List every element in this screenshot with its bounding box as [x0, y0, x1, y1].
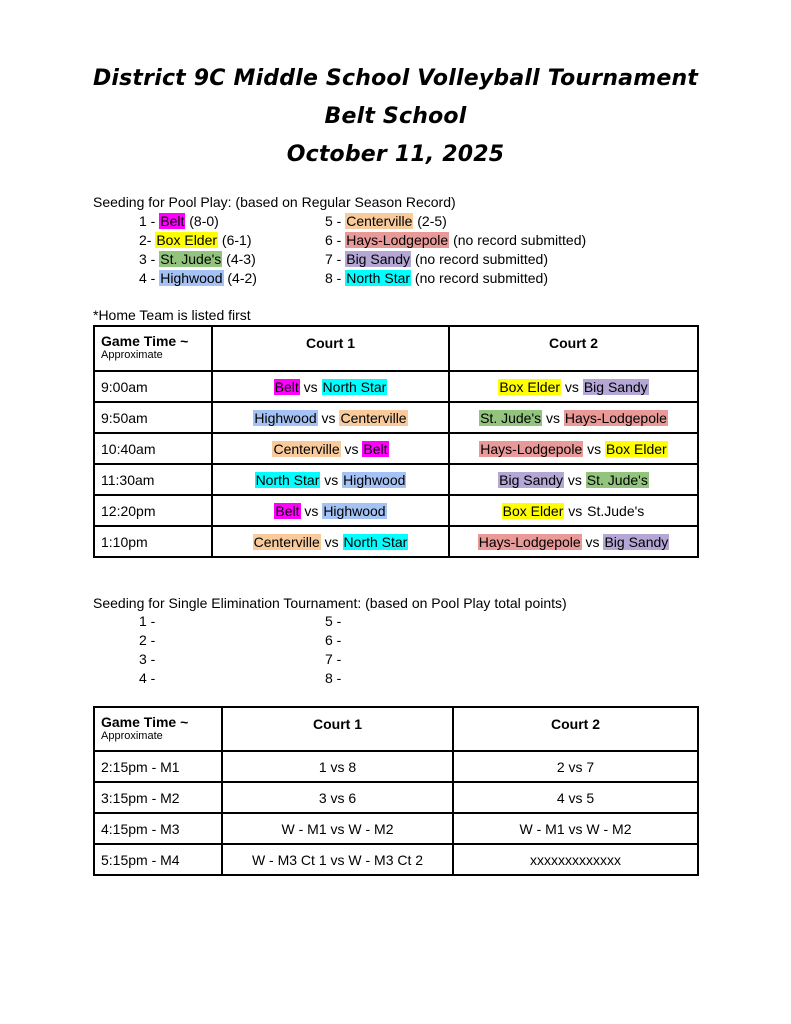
seed-row	[139, 232, 252, 248]
table-row	[94, 464, 698, 495]
vs-label: vs	[320, 533, 343, 550]
seed-row	[139, 213, 219, 229]
elim-seed-row: 2 -	[139, 632, 156, 648]
team-highlight: Centerville	[273, 440, 340, 457]
team-highlight: Hays-Lodgepole	[478, 533, 581, 550]
team-highlight: Big Sandy	[499, 471, 563, 488]
team-highlight: Centerville	[340, 409, 407, 426]
table-row	[94, 526, 698, 557]
elim-col-time	[94, 707, 222, 751]
game-time: 5:15pm - M4	[94, 844, 222, 875]
seed-number: 3 -	[139, 251, 160, 267]
team-highlight: North Star	[255, 471, 320, 488]
team-highlight: North Star	[322, 378, 387, 395]
vs-label: vs	[564, 502, 587, 519]
seed-number: 6 -	[325, 232, 346, 248]
court2-matchup	[449, 526, 698, 557]
seed-number: 7 -	[325, 251, 346, 267]
court1-matchup	[212, 433, 449, 464]
pool-col-time-label: Game Time ~	[101, 333, 189, 349]
court1-matchup	[212, 495, 449, 526]
vs-label: vs	[299, 378, 322, 395]
seed-record: (4-2)	[223, 270, 257, 286]
court1-matchup	[212, 526, 449, 557]
seed-number: 1 -	[139, 213, 160, 229]
vs-label: vs	[583, 440, 606, 457]
vs-label: vs	[300, 502, 323, 519]
seed-number: 5 -	[325, 213, 346, 229]
elim-seed-row: 8 -	[325, 670, 342, 686]
vs-label: vs	[561, 378, 583, 395]
seed-record: (no record submitted)	[449, 232, 587, 248]
vs-label: vs	[564, 471, 586, 488]
game-time: 11:30am	[94, 464, 212, 495]
seed-row	[325, 270, 548, 286]
title-line2: Belt School	[324, 104, 467, 129]
seed-record: (8-0)	[185, 213, 219, 229]
team-highlight: St. Jude's	[586, 471, 648, 488]
seed-row	[139, 251, 256, 267]
pool-col-time-sub: Approximate	[101, 349, 163, 361]
table-row	[94, 813, 698, 844]
table-row	[94, 844, 698, 875]
court1-matchup: W - M1 vs W - M2	[222, 813, 453, 844]
vs-label: vs	[542, 409, 564, 426]
seed-row	[325, 213, 447, 229]
court1-matchup: 1 vs 8	[222, 751, 453, 782]
game-time: 2:15pm - M1	[94, 751, 222, 782]
seed-record: (4-3)	[222, 251, 256, 267]
team-highlight: Box Elder	[606, 440, 667, 457]
team-highlight: Highwood	[160, 270, 223, 286]
vs-label: vs	[320, 471, 343, 488]
court1-matchup: 3 vs 6	[222, 782, 453, 813]
team-highlight: Box Elder	[502, 502, 564, 519]
title-line3: October 11, 2025	[286, 142, 505, 167]
table-row	[94, 402, 698, 433]
elim-seed-row: 3 -	[139, 651, 156, 667]
team-highlight: Box Elder	[156, 232, 218, 248]
table-row	[94, 751, 698, 782]
team-highlight: Big Sandy	[583, 378, 648, 395]
team-highlight: Centerville	[346, 213, 413, 229]
elim-col-court2: Court 2	[453, 707, 698, 751]
court2-matchup	[449, 433, 698, 464]
seed-row	[325, 232, 586, 248]
pool-col-court1: Court 1	[212, 326, 449, 371]
table-row	[94, 371, 698, 402]
vs-label: vs	[340, 440, 363, 457]
game-time: 3:15pm - M2	[94, 782, 222, 813]
team-highlight: Hays-Lodgepole	[346, 232, 449, 248]
team-highlight: North Star	[346, 270, 411, 286]
home-team-note: *Home Team is listed first	[93, 307, 251, 323]
team-highlight: St. Jude's	[480, 409, 542, 426]
court1-matchup	[212, 464, 449, 495]
team-highlight: Highwood	[343, 471, 406, 488]
team-highlight: Highwood	[323, 502, 386, 519]
seed-record: (2-5)	[413, 213, 447, 229]
court2-matchup: W - M1 vs W - M2	[453, 813, 698, 844]
court2-matchup	[449, 371, 698, 402]
court2-matchup	[449, 495, 698, 526]
seed-record: (6-1)	[218, 232, 252, 248]
team-highlight: Belt	[363, 440, 388, 457]
seed-number: 8 -	[325, 270, 346, 286]
court1-matchup: W - M3 Ct 1 vs W - M3 Ct 2	[222, 844, 453, 875]
elim-col-court1: Court 1	[222, 707, 453, 751]
court2-matchup	[449, 464, 698, 495]
seed-record: (no record submitted)	[411, 251, 549, 267]
court2-matchup: xxxxxxxxxxxxx	[453, 844, 698, 875]
elim-seed-row: 1 -	[139, 613, 156, 629]
table-row	[94, 782, 698, 813]
seed-number: 4 -	[139, 270, 160, 286]
seed-row	[325, 251, 548, 267]
elim-seed-row: 7 -	[325, 651, 342, 667]
team-highlight: Hays-Lodgepole	[564, 409, 667, 426]
vs-label: vs	[581, 533, 604, 550]
team-highlight: Belt	[275, 502, 300, 519]
team-highlight: St.Jude's	[587, 502, 645, 519]
seed-number: 2-	[139, 232, 156, 248]
court1-matchup	[212, 402, 449, 433]
team-highlight: Belt	[160, 213, 185, 229]
title-line1: District 9C Middle School Volleyball Tournament	[92, 66, 699, 91]
elim-col-time-label: Game Time ~	[101, 714, 189, 730]
team-highlight: Big Sandy	[604, 533, 669, 550]
team-highlight: St. Jude's	[160, 251, 222, 267]
game-time: 1:10pm	[94, 526, 212, 557]
team-highlight: Centerville	[253, 533, 320, 550]
team-highlight: Box Elder	[499, 378, 561, 395]
seed-record: (no record submitted)	[411, 270, 548, 286]
elim-seeding-heading: Seeding for Single Elimination Tournament: (based on Pool Play total points)	[93, 595, 567, 611]
team-highlight: North Star	[343, 533, 408, 550]
elim-seed-row: 5 -	[325, 613, 342, 629]
pool-seeding-heading: Seeding for Pool Play: (based on Regular Season Record)	[93, 194, 456, 210]
game-time: 10:40am	[94, 433, 212, 464]
pool-col-time	[94, 326, 212, 371]
vs-label: vs	[317, 409, 340, 426]
elim-seed-row: 6 -	[325, 632, 342, 648]
table-row	[94, 433, 698, 464]
pool-play-table	[93, 325, 699, 558]
elim-seed-row: 4 -	[139, 670, 156, 686]
elimination-table	[93, 706, 699, 876]
team-highlight: Belt	[274, 378, 299, 395]
elim-col-time-sub: Approximate	[101, 730, 163, 742]
team-highlight: Big Sandy	[346, 251, 411, 267]
game-time: 9:50am	[94, 402, 212, 433]
pool-col-court2: Court 2	[449, 326, 698, 371]
court2-matchup: 2 vs 7	[453, 751, 698, 782]
game-time: 12:20pm	[94, 495, 212, 526]
seed-row	[139, 270, 257, 286]
game-time: 9:00am	[94, 371, 212, 402]
court2-matchup: 4 vs 5	[453, 782, 698, 813]
game-time: 4:15pm - M3	[94, 813, 222, 844]
court2-matchup	[449, 402, 698, 433]
court1-matchup	[212, 371, 449, 402]
team-highlight: Highwood	[254, 409, 317, 426]
table-row	[94, 495, 698, 526]
team-highlight: Hays-Lodgepole	[480, 440, 583, 457]
